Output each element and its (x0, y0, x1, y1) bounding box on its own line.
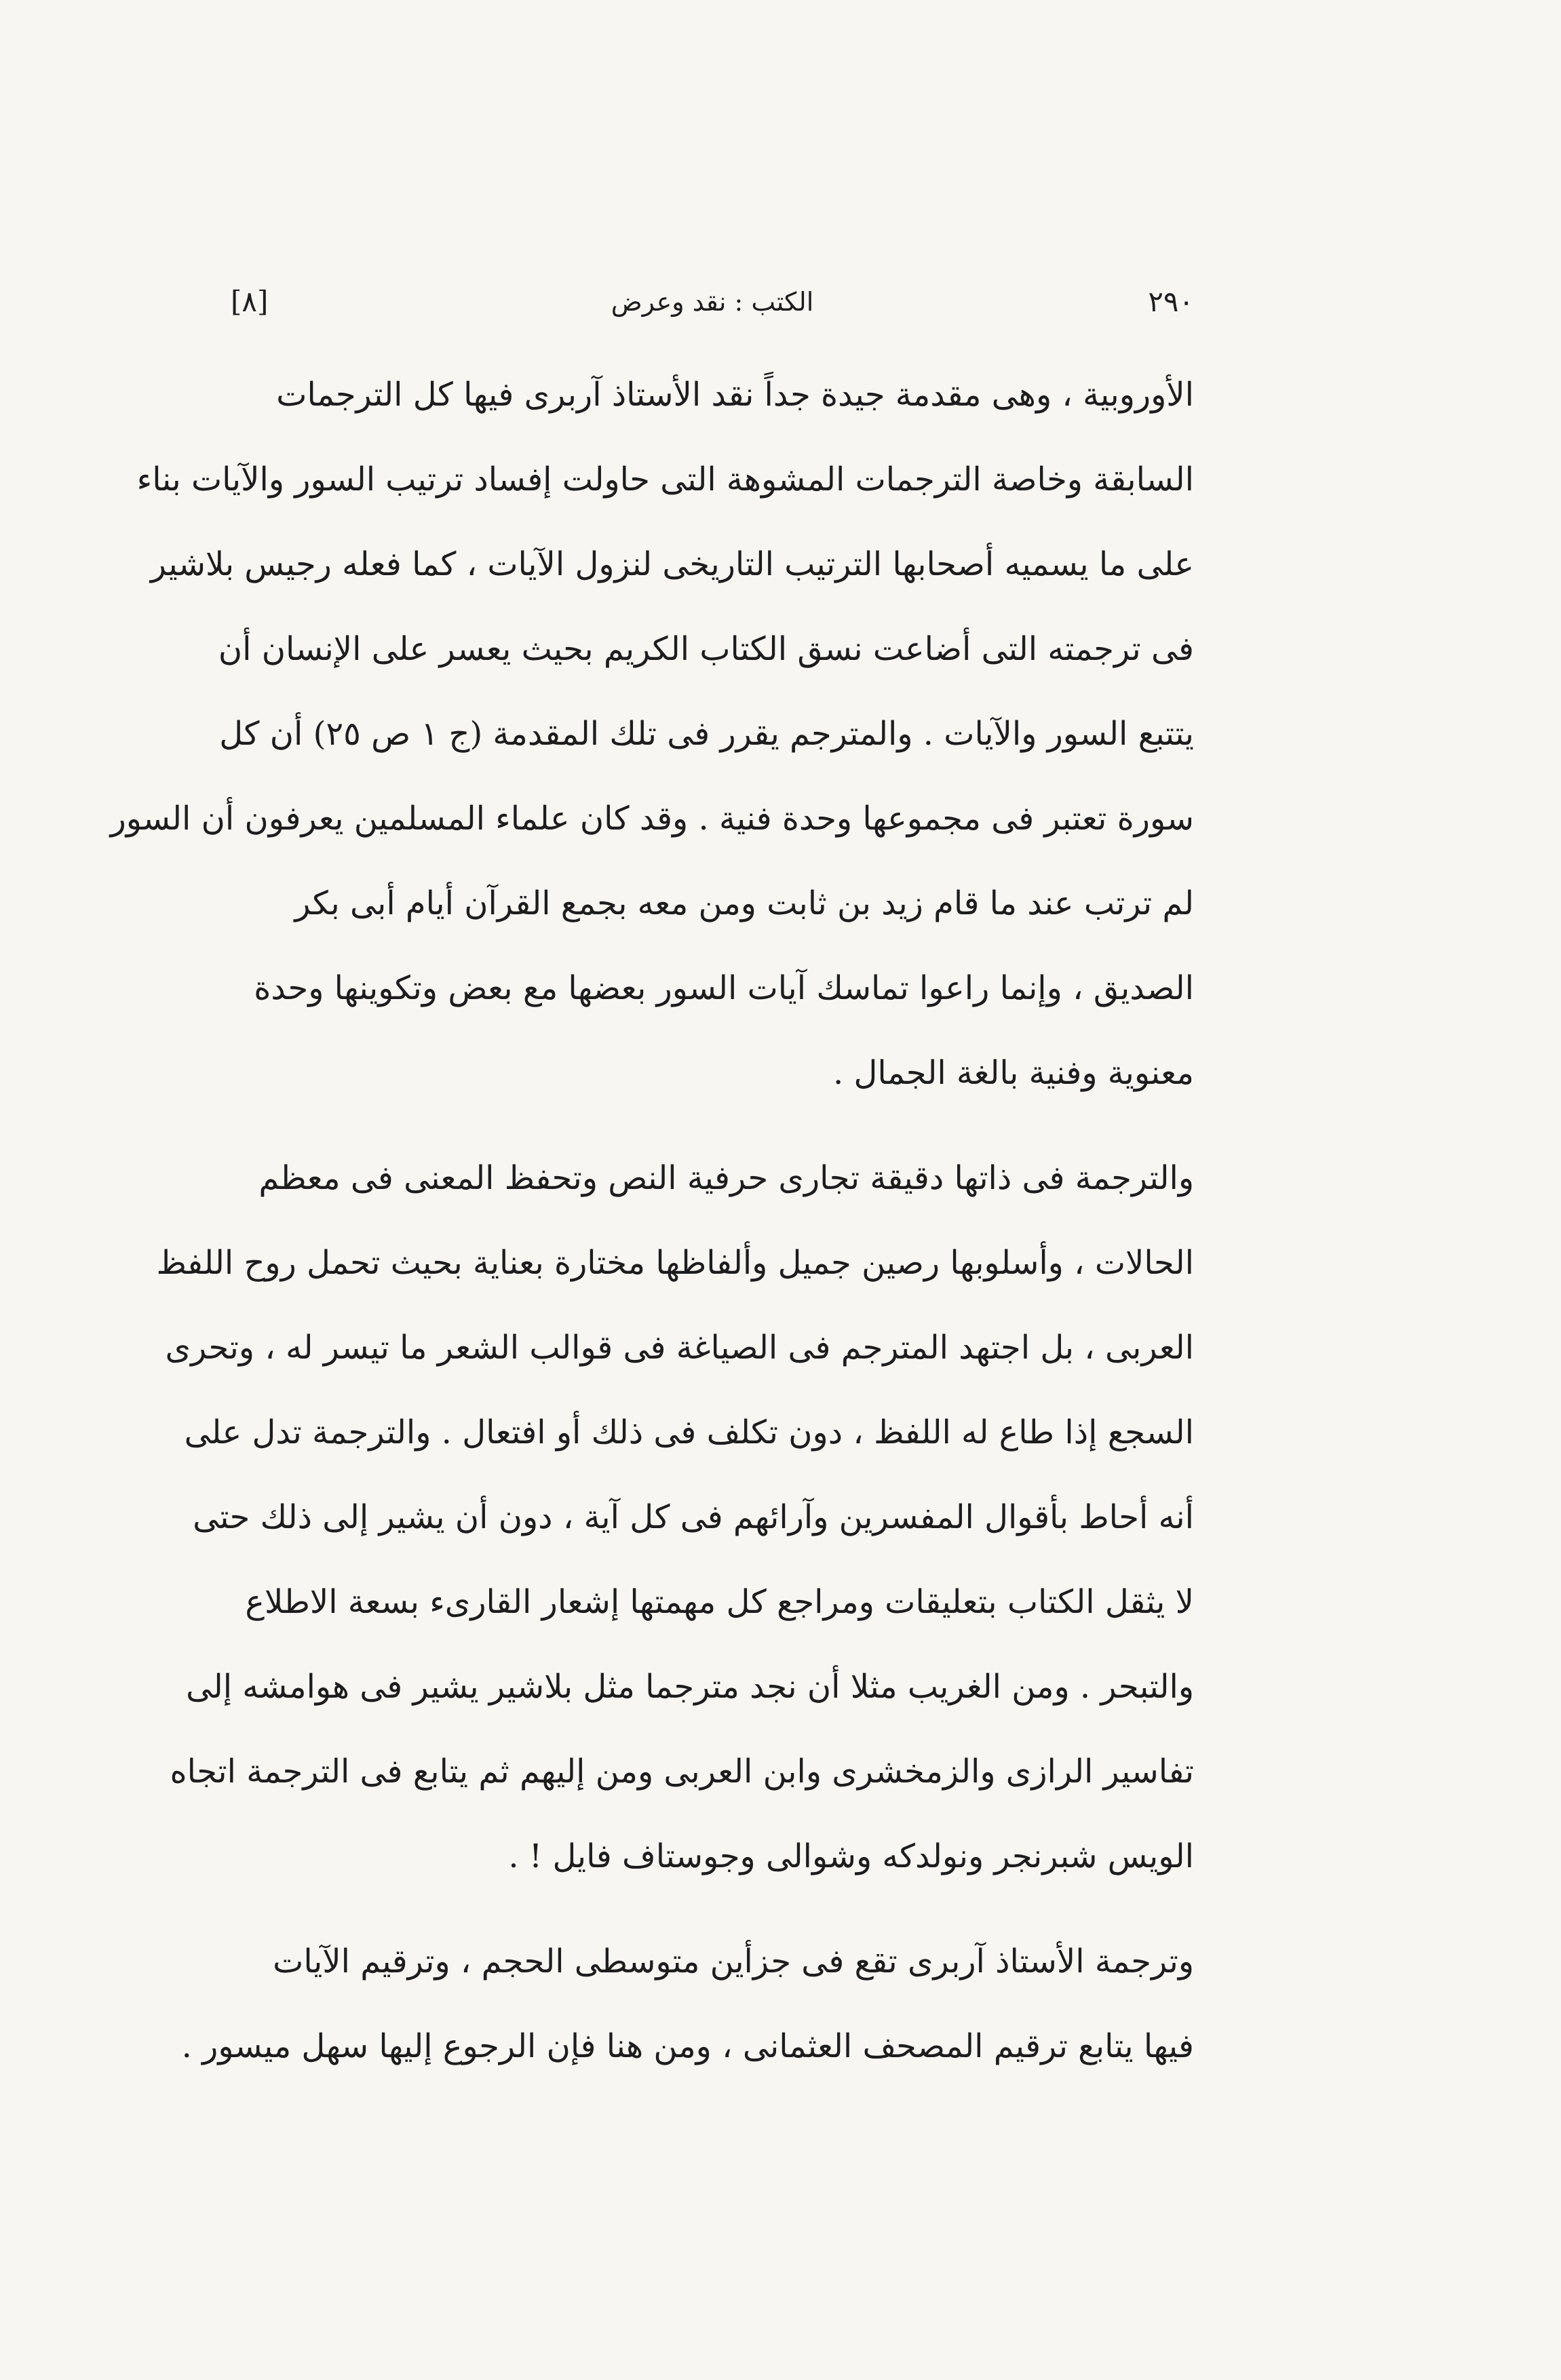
paragraph-2 (156, 1136, 1194, 1899)
paragraph-1 (110, 353, 1194, 1116)
page-header (231, 271, 1194, 332)
text-line: الصديق ، وإنما راعوا تماسك آيات السور بعضها مع بعض وتكوينها وحدة (254, 969, 1194, 1007)
text-line: والترجمة فى ذاتها دقيقة تجارى حرفية النص وتحفظ المعنى فى معظم (258, 1159, 1194, 1197)
text-line: السجع إذا طاع له اللفظ ، دون تكلف فى ذلك أو افتعال . والترجمة تدل على (184, 1413, 1194, 1451)
text-line: فيها يتابع ترقيم المصحف العثمانى ، ومن هنا فإن الرجوع إليها سهل ميسور . (181, 2027, 1194, 2065)
text-line: الحالات ، وأسلوبها رصين جميل وألفاظها مختارة بعناية بحيث تحمل روح اللفظ (156, 1244, 1194, 1282)
text-line: معنوية وفنية بالغة الجمال . (832, 1054, 1194, 1092)
section-mark: [٨] (231, 285, 269, 318)
text-line: أنه أحاط بأقوال المفسرين وآرائهم فى كل آية ، دون أن يشير إلى ذلك حتى (193, 1498, 1194, 1536)
text-line: وترجمة الأستاذ آربرى تقع فى جزأين متوسطى الحجم ، وترقيم الآيات (273, 1943, 1194, 1981)
paragraph-3 (181, 1919, 1194, 2089)
text-line: السابقة وخاصة الترجمات المشوهة التى حاولت إفساد ترتيب السور والآيات بناء (136, 461, 1194, 499)
text-line: لا يثقل الكتاب بتعليقات ومراجع كل مهمتها إشعار القارىء بسعة الاطلاع (245, 1583, 1194, 1621)
text-line: الأوروبية ، وهى مقدمة جيدة جداً نقد الأستاذ آربرى فيها كل الترجمات (276, 376, 1194, 414)
text-line: فى ترجمته التى أضاعت نسق الكتاب الكريم بحيث يعسر على الإنسان أن (218, 630, 1194, 668)
text-line: يتتبع السور والآيات . والمترجم يقرر فى تلك المقدمة (ج ١ ص ٢٥) أن كل (219, 715, 1194, 753)
text-line: تفاسير الرازى والزمخشرى وابن العربى ومن إليهم ثم يتابع فى الترجمة اتجاه (170, 1753, 1194, 1791)
text-line: لم ترتب عند ما قام زيد بن ثابت ومن معه بجمع القرآن أيام أبى بكر (294, 884, 1194, 922)
running-title: الكتب : نقد وعرض (611, 287, 814, 317)
page-number: ٢٩٠ (1148, 285, 1194, 318)
body-text (110, 353, 1194, 2089)
text-line: والتبحر . ومن الغريب مثلا أن نجد مترجما مثل بلاشير يشير فى هوامشه إلى (186, 1668, 1194, 1706)
text-line: على ما يسميه أصحابها الترتيب التاريخى لنزول الآيات ، كما فعله رجيس بلاشير (150, 545, 1194, 583)
text-line: الويس شبرنجر ونولدكه وشوالى وجوستاف فايل ! . (508, 1837, 1194, 1875)
text-line: العربى ، بل اجتهد المترجم فى الصياغة فى قوالب الشعر ما تيسر له ، وتحرى (165, 1329, 1194, 1367)
text-line: سورة تعتبر فى مجموعها وحدة فنية . وقد كان علماء المسلمين يعرفون أن السور (110, 800, 1194, 838)
